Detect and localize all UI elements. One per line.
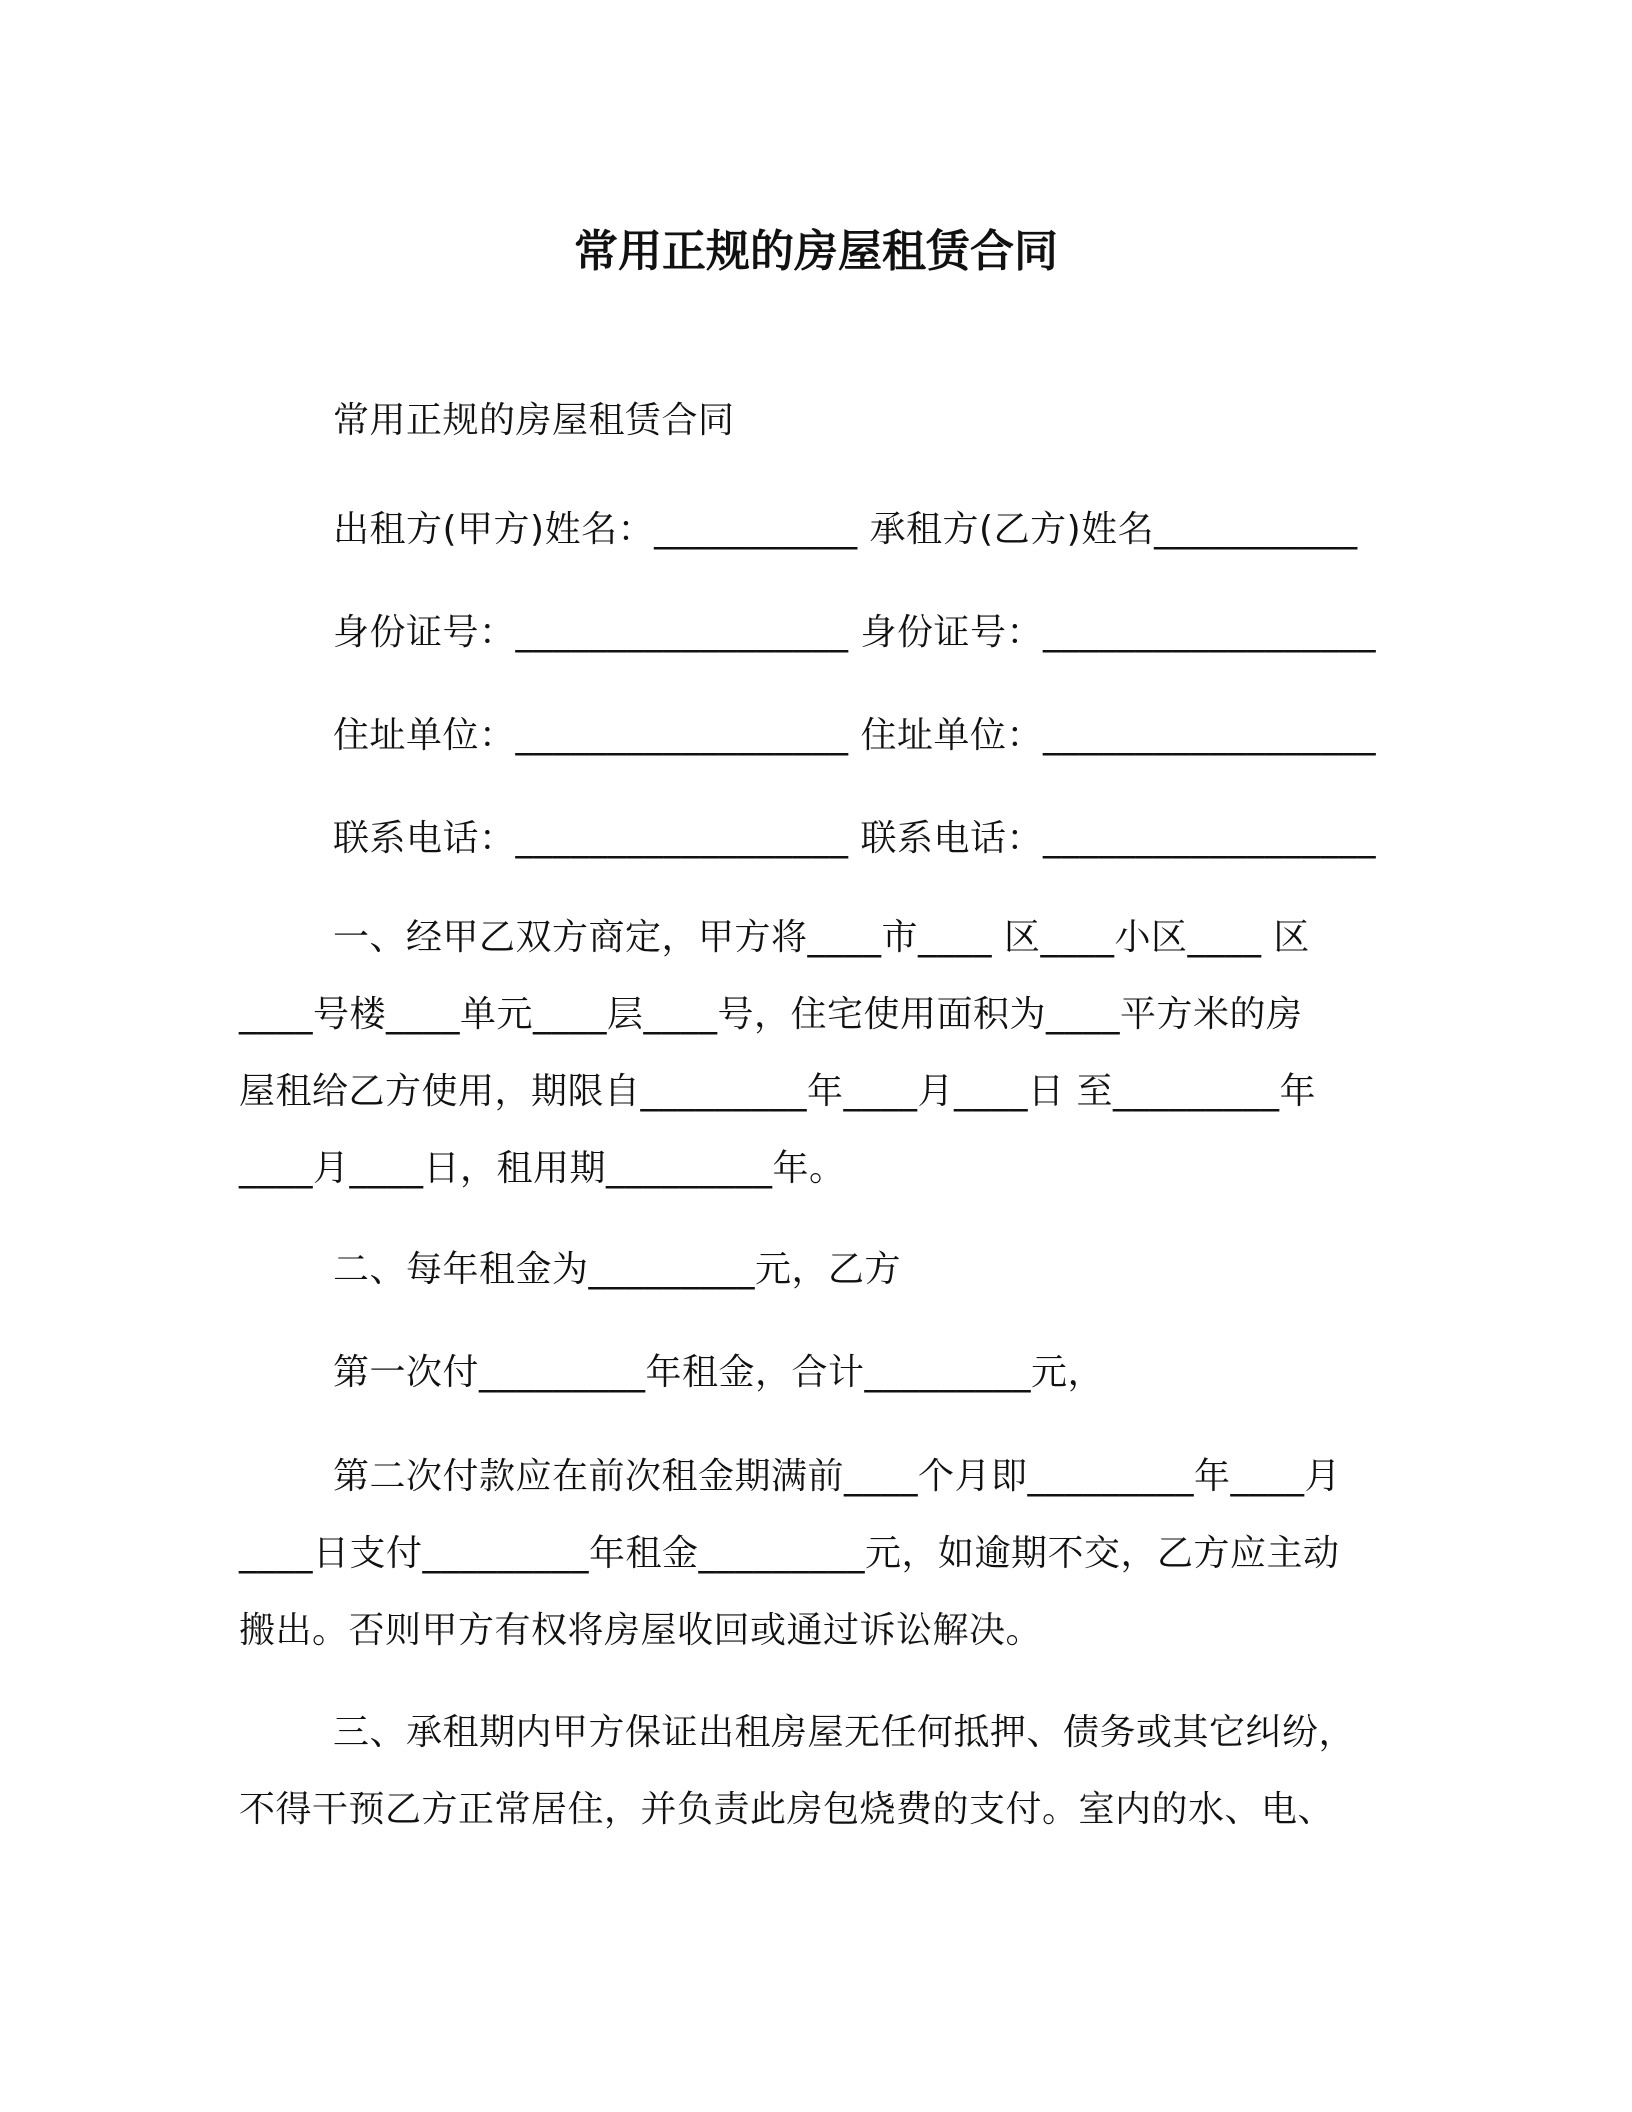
party-address-line: 住址单位：__________________ 住址单位：__________________	[333, 715, 1376, 756]
clause1-line2: ____号楼____单元____层____号，住宅使用面积为____平方米的房	[239, 994, 1303, 1035]
clause2-line3: 第二次付款应在前次租金期满前____个月即_________年____月	[333, 1456, 1342, 1497]
clause1-line3: 屋租给乙方使用，期限自_________年____月____日 至_________年	[239, 1071, 1316, 1112]
party-id-line: 身份证号：__________________ 身份证号：__________________	[333, 612, 1376, 653]
clause1-line4: ____月____日，租用期_________年。	[239, 1148, 846, 1189]
party-names-line: 出租方(甲方)姓名：___________ 承租方(乙方)姓名___________	[333, 509, 1358, 550]
clause2-line5: 搬出。否则甲方有权将房屋收回或通过诉讼解决。	[239, 1610, 1043, 1651]
document-subtitle: 常用正规的房屋租赁合同	[333, 400, 735, 441]
clause3-line2: 不得干预乙方正常居住，并负责此房包烧费的支付。室内的水、电、	[239, 1789, 1335, 1830]
document-title: 常用正规的房屋租赁合同	[574, 226, 1058, 277]
clause1-line1: 一、经甲乙双方商定，甲方将____市____ 区____小区____ 区	[333, 917, 1310, 958]
clause3-line1: 三、承租期内甲方保证出租房屋无任何抵押、债务或其它纠纷，	[333, 1712, 1356, 1753]
clause2-line1: 二、每年租金为_________元，乙方	[333, 1249, 902, 1290]
clause2-line4: ____日支付_________年租金_________元，如逾期不交，乙方应主动	[239, 1533, 1340, 1574]
party-phone-line: 联系电话：__________________ 联系电话：__________________	[333, 818, 1376, 859]
clause2-line2: 第一次付_________年租金，合计_________元，	[333, 1352, 1105, 1393]
